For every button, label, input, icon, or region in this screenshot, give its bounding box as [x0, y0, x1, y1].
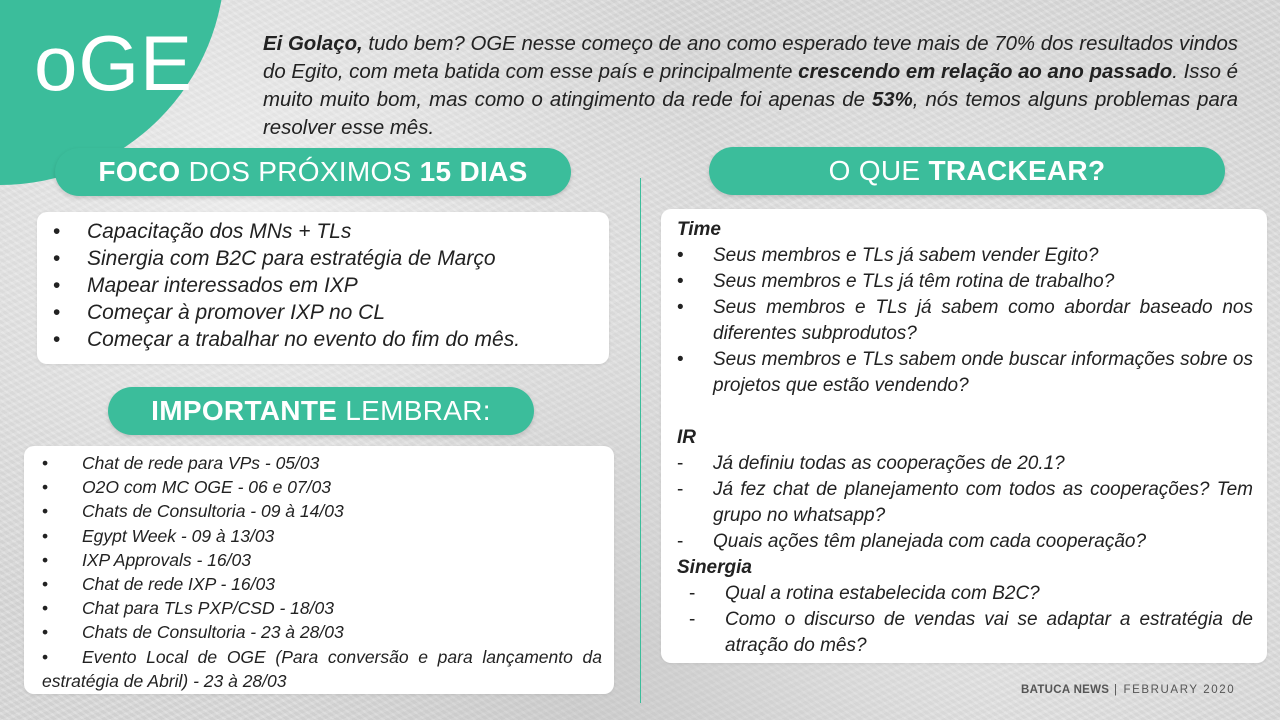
list-item — [42, 499, 602, 523]
list-item — [53, 272, 589, 299]
focus-title-bold: FOCO — [98, 156, 181, 187]
list-item — [677, 607, 1253, 659]
bullet-icon: • — [42, 598, 49, 619]
bullet-icon: • — [42, 622, 49, 643]
dash-icon: - — [677, 453, 684, 474]
intro-percent: 53% — [871, 89, 913, 111]
list-item-text: Seus membros e TLs sabem onde buscar informações sobre os projetos que estão vendendo? — [713, 349, 1253, 396]
list-item — [677, 451, 1253, 477]
list-item — [42, 620, 602, 644]
bullet-icon: • — [53, 301, 61, 324]
list-item-text: O2O com MC OGE - 06 e 07/03 — [82, 477, 331, 498]
dash-icon: - — [677, 531, 684, 552]
list-item-text: Chats de Consultoria - 09 à 14/03 — [82, 501, 344, 522]
intro-part: , nós temos alguns problemas para resolver esse mês. — [263, 89, 1238, 139]
important-title-bold: IMPORTANTE — [151, 395, 338, 426]
bullet-icon: • — [53, 247, 61, 270]
intro-part: tudo bem? OGE nesse começo de ano como esperado teve mais de 70% dos resultados vindos do Egito, com meta batida com esse país e principalmente — [263, 33, 1238, 83]
footer-date: FEBRUARY 2020 — [1123, 684, 1236, 696]
time-heading: Time — [677, 219, 722, 240]
list-item — [677, 269, 1253, 295]
list-item — [53, 299, 589, 326]
track-card — [661, 209, 1267, 663]
focus-title — [55, 148, 571, 196]
bullet-icon: • — [677, 297, 684, 318]
important-card — [24, 446, 614, 694]
sinergia-list — [677, 581, 1253, 659]
list-item-text: Sinergia com B2C para estratégia de Março — [87, 247, 496, 270]
list-item-text: Chat de rede para VPs - 05/03 — [82, 453, 320, 473]
track-title — [709, 147, 1225, 195]
bullet-icon: • — [42, 477, 49, 498]
bullet-icon: • — [53, 220, 61, 243]
list-item-text: Chats de Consultoria - 23 à 28/03 — [82, 622, 344, 643]
list-item-text: Mapear interessados em IXP — [87, 274, 358, 297]
focus-title-mid: DOS PRÓXIMOS — [180, 156, 420, 187]
list-item-text: Começar a trabalhar no evento do fim do mês. — [87, 328, 521, 351]
bullet-icon: • — [42, 501, 49, 522]
list-item-text: Seus membros e TLs já têm rotina de trabalho? — [713, 271, 1115, 292]
list-item — [42, 645, 602, 693]
intro-text — [263, 30, 1238, 142]
list-item-text: Capacitação dos MNs + TLs — [87, 220, 352, 243]
footer-brand: BATUCA NEWS — [1021, 684, 1110, 696]
list-item — [53, 326, 589, 353]
important-title-rest: LEMBRAR: — [337, 395, 491, 426]
footer-sep: | — [1109, 684, 1124, 696]
intro-highlight: crescendo em relação ao ano passado — [798, 61, 1173, 83]
list-item — [677, 347, 1253, 399]
focus-list — [53, 218, 589, 353]
bullet-icon: • — [42, 453, 49, 473]
list-item — [677, 295, 1253, 347]
bullet-icon: • — [42, 525, 49, 546]
list-item — [53, 218, 589, 245]
list-item — [677, 477, 1253, 529]
bullet-icon: • — [677, 245, 684, 266]
list-item — [42, 596, 602, 620]
list-item-text: Chat para TLs PXP/CSD - 18/03 — [82, 598, 334, 619]
list-item — [42, 572, 602, 596]
track-title-bold: TRACKEAR? — [928, 155, 1106, 186]
bullet-icon: • — [53, 274, 61, 297]
time-list — [677, 243, 1253, 399]
list-item-text: Quais ações têm planejada com cada cooperação? — [713, 531, 1147, 552]
list-item-text: Qual a rotina estabelecida com B2C? — [725, 583, 1040, 604]
bullet-icon: • — [677, 271, 684, 292]
list-item — [42, 475, 602, 499]
list-item — [677, 581, 1253, 607]
list-item — [677, 529, 1253, 555]
footer — [1021, 684, 1235, 696]
list-item — [42, 524, 602, 548]
logo: oGE — [34, 19, 194, 107]
intro-part: . Isso é muito muito bom, mas como o atingimento da rede foi apenas de — [263, 61, 1239, 111]
list-item — [42, 548, 602, 572]
divider — [640, 178, 641, 703]
list-item — [42, 451, 602, 475]
important-list — [42, 451, 602, 693]
dash-icon: - — [689, 583, 696, 604]
bullet-icon: • — [42, 646, 49, 667]
list-item-text: IXP Approvals - 16/03 — [82, 549, 251, 570]
list-item-text: Chat de rede IXP - 16/03 — [82, 574, 275, 595]
sinergia-heading: Sinergia — [677, 557, 752, 578]
list-item — [677, 243, 1253, 269]
intro-greeting: Ei Golaço, — [263, 33, 363, 55]
list-item — [53, 245, 589, 272]
list-item-text: Já fez chat de planejamento com todos as cooperações? Tem grupo no whatsapp? — [713, 479, 1253, 526]
list-item-text: Seus membros e TLs já sabem vender Egito? — [713, 245, 1099, 266]
list-item-text: Como o discurso de vendas vai se adaptar a estratégia de atração do mês? — [725, 609, 1253, 656]
list-item-text: Egypt Week - 09 à 13/03 — [82, 525, 275, 546]
important-title — [108, 387, 534, 435]
list-item-text: Começar à promover IXP no CL — [87, 301, 386, 324]
dash-icon: - — [689, 609, 696, 630]
dash-icon: - — [677, 479, 684, 500]
ir-list — [677, 451, 1253, 555]
bullet-icon: • — [42, 574, 49, 595]
bullet-icon: • — [53, 328, 61, 351]
list-item-text: Evento Local de OGE (Para conversão e para lançamento da estratégia de Abril) - 23 à 28/03 — [42, 646, 602, 691]
list-item-text: Seus membros e TLs já sabem como abordar baseado nos diferentes subprodutos? — [713, 297, 1253, 344]
bullet-icon: • — [42, 549, 49, 570]
focus-title-num: 15 DIAS — [419, 156, 528, 187]
track-title-plain: O QUE — [828, 155, 929, 186]
list-item-text: Já definiu todas as cooperações de 20.1? — [713, 453, 1065, 474]
ir-heading: IR — [677, 427, 696, 448]
bullet-icon: • — [677, 349, 684, 370]
focus-card — [37, 212, 609, 364]
